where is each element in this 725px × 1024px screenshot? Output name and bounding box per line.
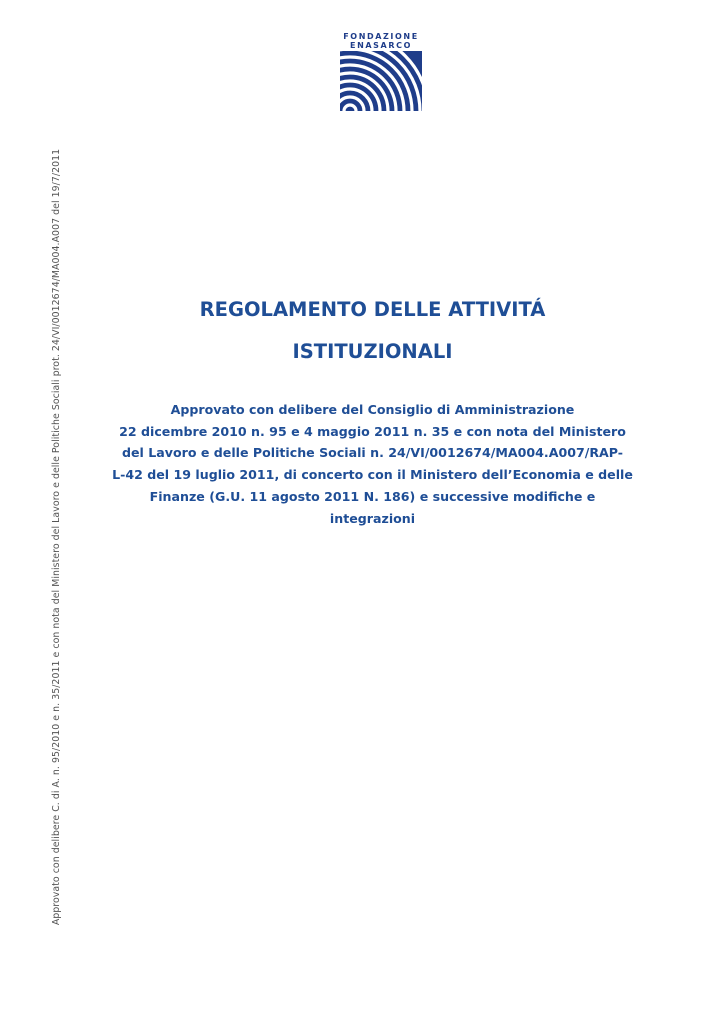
approval-line: Approvato con delibere del Consiglio di Amministrazione: [170, 402, 575, 417]
enasarco-logo: [340, 33, 422, 111]
approval-line: del Lavoro e delle Politiche Sociali n. 24/VI/0012674/MA004.A007/RAP-: [121, 445, 624, 461]
side-approval-note: Approvato con delibere C. di A. n. 95/2010 e n. 35/2011 e con nota del Ministero del Lavoro e delle Politiche Sociali prot. 24/VI/0012674/MA004.A007 del 19/7/2011: [51, 148, 62, 926]
approval-line: L-42 del 19 luglio 2011, di concerto con il Ministero dell’Economia e delle: [112, 467, 633, 483]
approval-paragraph: [105, 399, 640, 529]
logo-line-2: ENASARCO: [350, 41, 412, 50]
document-title-line-2: ISTITUZIONALI: [292, 340, 453, 363]
enasarco-arcs-logo-icon: [340, 51, 422, 111]
logo-line-1: FONDAZIONE: [343, 32, 419, 41]
approval-line: Finanze (G.U. 11 agosto 2011 N. 186) e successive modifiche e: [149, 488, 596, 504]
approval-line: 22 dicembre 2010 n. 95 e 4 maggio 2011 n. 35 e con nota del Ministero: [119, 423, 626, 439]
document-title-line-1: REGOLAMENTO DELLE ATTIVITÁ: [199, 298, 546, 321]
approval-line: integrazioni: [329, 510, 416, 526]
